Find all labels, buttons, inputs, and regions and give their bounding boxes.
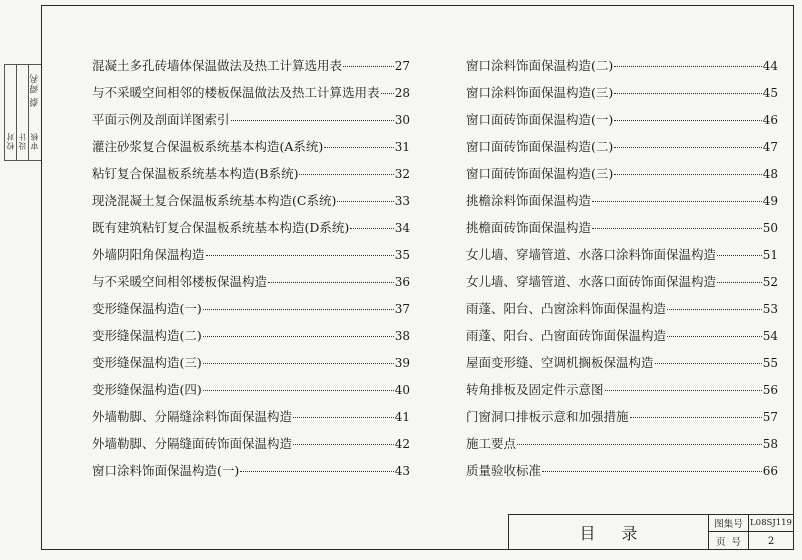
toc-entry-title: 平面示例及剖面详图索引: [92, 112, 230, 127]
signature-mark: 蔡 舜利: [31, 74, 42, 108]
toc-entry-title: 挑檐面砖饰面保温构造: [466, 220, 592, 235]
review-label: 审核: [30, 132, 39, 150]
toc-entry-title: 外墙勒脚、分隔缝面砖饰面保温构造: [92, 436, 293, 451]
toc-entry-page: 53: [762, 302, 778, 316]
atlas-number-value: L08SJ119: [749, 515, 793, 532]
toc-leader-dots: [203, 336, 394, 337]
toc-entry: [92, 245, 410, 272]
toc-leader-dots: [667, 336, 762, 337]
toc-entry-title: 变形缝保温构造(三): [92, 355, 202, 370]
toc-entry-page: 42: [394, 437, 410, 451]
toc-leader-dots: [203, 363, 394, 364]
toc-entry-page: 41: [394, 410, 410, 424]
toc-entry-page: 35: [394, 248, 410, 262]
toc-entry: [466, 299, 778, 326]
toc-entry: [92, 353, 410, 380]
toc-entry-page: 34: [394, 221, 410, 235]
toc-entry-title: 既有建筑粘钉复合保温板系统基本构造(D系统): [92, 220, 350, 235]
toc-entry-page: 55: [762, 356, 778, 370]
toc-leader-dots: [324, 147, 393, 148]
toc-entry-title: 窗口面砖饰面保温构造(二): [466, 139, 614, 154]
toc-leader-dots: [206, 255, 394, 256]
toc-entry-page: 66: [762, 464, 778, 478]
toc-entry-title: 窗口涂料饰面保温构造(二): [466, 58, 614, 73]
toc-entry-page: 37: [394, 302, 410, 316]
toc-entry-title: 质量验收标准: [466, 463, 542, 478]
toc-entry-title: 挑檐涂料饰面保温构造: [466, 193, 592, 208]
toc-entry-title: 粘钉复合保温板系统基本构造(B系统): [92, 166, 299, 181]
toc-entry: [466, 461, 778, 488]
toc-leader-dots: [517, 444, 762, 445]
toc-entry-title: 与不采暖空间相邻的楼板保温做法及热工计算选用表: [92, 85, 380, 100]
toc-leader-dots: [381, 93, 394, 94]
title-block: [508, 514, 794, 550]
proofread-label: 校对: [6, 132, 15, 150]
toc-entry: [466, 218, 778, 245]
page-number-label: 页号: [709, 532, 749, 550]
toc-leader-dots: [231, 120, 394, 121]
toc-entry-page: 30: [394, 113, 410, 127]
toc-entry-page: 50: [762, 221, 778, 235]
toc-entry-page: 45: [762, 86, 778, 100]
toc-entry-title: 施工要点: [466, 436, 517, 451]
toc-entry-title: 现浇混凝土复合保温板系统基本构造(C系统): [92, 193, 337, 208]
toc-entry-page: 31: [394, 140, 410, 154]
toc-entry-title: 窗口面砖饰面保温构造(三): [466, 166, 614, 181]
toc-entry-title: 变形缝保温构造(四): [92, 382, 202, 397]
toc-leader-dots: [268, 282, 394, 283]
toc-entry-title: 雨蓬、阳台、凸窗面砖饰面保温构造: [466, 328, 667, 343]
toc-entry-title: 与不采暖空间相邻楼板保温构造: [92, 274, 268, 289]
toc-leader-dots: [614, 93, 761, 94]
toc-leader-dots: [240, 471, 393, 472]
toc-leader-dots: [655, 363, 762, 364]
toc-entry-title: 灌注砂浆复合保温板系统基本构造(A系统): [92, 139, 324, 154]
toc-entry: [466, 83, 778, 110]
toc-entry: [92, 191, 410, 218]
toc-entry-title: 门窗洞口排板示意和加强措施: [466, 409, 629, 424]
toc-entry-page: 48: [762, 167, 778, 181]
toc-entry-page: 39: [394, 356, 410, 370]
toc-leader-dots: [293, 444, 394, 445]
toc-entry: [466, 56, 778, 83]
toc-leader-dots: [630, 417, 762, 418]
toc-entry: [466, 434, 778, 461]
toc-entry: [92, 299, 410, 326]
toc-entry: [466, 326, 778, 353]
toc-entry-title: 女儿墙、穿墙管道、水落口涂料饰面保温构造: [466, 247, 717, 262]
toc-leader-dots: [542, 471, 762, 472]
toc-entry-page: 52: [762, 275, 778, 289]
toc-entry: [92, 218, 410, 245]
toc-leader-dots: [592, 201, 762, 202]
toc-leader-dots: [293, 417, 394, 418]
toc-entry-page: 38: [394, 329, 410, 343]
toc-entry-page: 51: [762, 248, 778, 262]
toc-entry-title: 屋面变形缝、空调机搁板保温构造: [466, 355, 654, 370]
toc-entry-title: 窗口涂料饰面保温构造(一): [92, 463, 240, 478]
toc-leader-dots: [337, 201, 393, 202]
toc-entry-page: 43: [394, 464, 410, 478]
toc-entry: [92, 110, 410, 137]
toc-entry: [92, 137, 410, 164]
toc-leader-dots: [614, 147, 761, 148]
toc-leader-dots: [203, 309, 394, 310]
toc-entry-page: 40: [394, 383, 410, 397]
toc-entry-page: 33: [394, 194, 410, 208]
toc-entry-title: 外墙勒脚、分隔缝涂料饰面保温构造: [92, 409, 293, 424]
design-label: 设计: [18, 132, 27, 150]
toc-entry-title: 外墙阴阳角保温构造: [92, 247, 205, 262]
toc-entry-page: 36: [394, 275, 410, 289]
page-number-value: 2: [767, 535, 775, 547]
toc-entry-page: 32: [394, 167, 410, 181]
toc-entry-title: 转角排板及固定件示意图: [466, 382, 604, 397]
toc-entry-page: 57: [762, 410, 778, 424]
toc-entry: [466, 245, 778, 272]
toc-entry-title: 女儿墙、穿墙管道、水落口面砖饰面保温构造: [466, 274, 717, 289]
toc-entry-page: 58: [762, 437, 778, 451]
toc-entry-title: 混凝土多孔砖墙体保温做法及热工计算选用表: [92, 58, 343, 73]
toc-entry-page: 28: [394, 86, 410, 100]
toc-entry-page: 47: [762, 140, 778, 154]
toc-entry: [466, 191, 778, 218]
toc-right-column: [466, 56, 778, 488]
toc-entry: [92, 380, 410, 407]
toc-entry-title: 窗口面砖饰面保温构造(一): [466, 112, 614, 127]
toc-leader-dots: [614, 66, 761, 67]
toc-entry: [92, 83, 410, 110]
toc-entry-page: 56: [762, 383, 778, 397]
toc-leader-dots: [203, 390, 394, 391]
toc-leader-dots: [614, 120, 761, 121]
toc-leader-dots: [717, 255, 762, 256]
toc-entry: [466, 407, 778, 434]
toc-leader-dots: [667, 309, 762, 310]
toc-entry: [92, 407, 410, 434]
toc-entry-page: 44: [762, 59, 778, 73]
toc-entry-page: 49: [762, 194, 778, 208]
toc-entry: [92, 326, 410, 353]
sheet-title: 目录: [509, 515, 709, 550]
toc-entry-page: 27: [394, 59, 410, 73]
toc-entry-title: 变形缝保温构造(二): [92, 328, 202, 343]
toc-leader-dots: [717, 282, 762, 283]
toc-leader-dots: [343, 66, 394, 67]
toc-entry: [92, 461, 410, 488]
toc-entry: [92, 434, 410, 461]
toc-left-column: [92, 56, 410, 488]
toc-leader-dots: [592, 228, 762, 229]
toc-leader-dots: [299, 174, 393, 175]
toc-entry: [92, 164, 410, 191]
toc-leader-dots: [614, 174, 761, 175]
toc-leader-dots: [350, 228, 393, 229]
toc-entry: [466, 380, 778, 407]
toc-entry: [466, 137, 778, 164]
toc-entry-page: 54: [762, 329, 778, 343]
toc-entry: [466, 353, 778, 380]
toc-entry: [466, 272, 778, 299]
toc-entry: [92, 56, 410, 83]
toc-entry-page: 46: [762, 113, 778, 127]
toc-entry: [92, 272, 410, 299]
toc-entry-title: 窗口涂料饰面保温构造(三): [466, 85, 614, 100]
toc-leader-dots: [605, 390, 762, 391]
toc-entry-title: 雨蓬、阳台、凸窗涂料饰面保温构造: [466, 301, 667, 316]
atlas-number-label: 图集号: [709, 515, 749, 532]
toc-entry: [466, 164, 778, 191]
toc-entry: [466, 110, 778, 137]
signature-strip: [0, 64, 41, 160]
toc-entry-title: 变形缝保温构造(一): [92, 301, 202, 316]
